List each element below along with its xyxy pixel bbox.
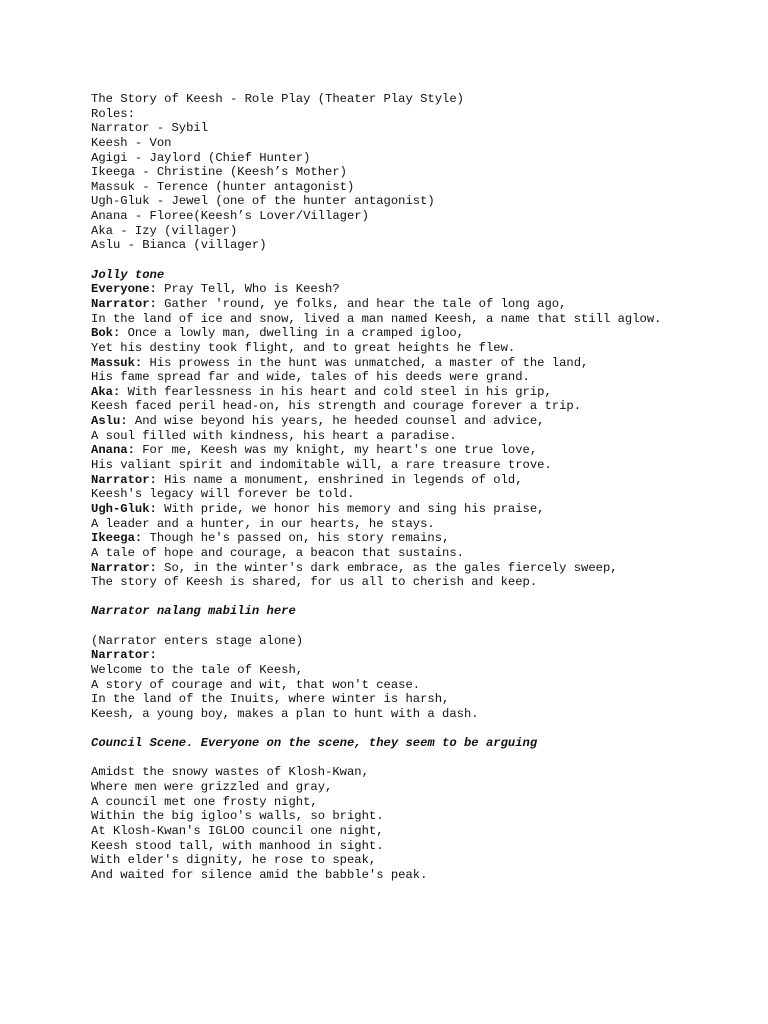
dialogue-line: [91, 575, 751, 590]
roles-heading: Roles:: [91, 106, 135, 121]
dialogue-text: For me, Keesh was my knight, my heart's one true love,: [134, 443, 538, 458]
dialogue-line: [91, 282, 751, 297]
dialogue-text: Keesh faced peril head-on, his strength and courage forever a trip.: [91, 399, 582, 414]
dialogue-text: Once a lowly man, dwelling in a cramped igloo,: [120, 326, 465, 341]
verse-line: Within the big igloo's walls, so bright.: [91, 809, 384, 824]
verse-line: Keesh, a young boy, makes a plan to hunt with a dash.: [91, 706, 479, 721]
stage-direction: Narrator nalang mabilin here: [91, 604, 296, 619]
role-item: Keesh - Von: [91, 135, 172, 150]
role-item: Agigi - Jaylord (Chief Hunter): [91, 150, 311, 165]
speaker-name: Anana:: [91, 443, 135, 458]
dialogue-text: Pray Tell, Who is Keesh?: [156, 282, 340, 297]
dialogue-text: A tale of hope and courage, a beacon that sustains.: [91, 545, 464, 560]
dialogue-text: Though he's passed on, his story remains,: [142, 531, 450, 546]
document-title: The Story of Keesh - Role Play (Theater Play Style): [91, 92, 464, 106]
verse-line: Where men were grizzled and gray,: [91, 780, 333, 795]
speaker-name: Massuk:: [91, 355, 143, 370]
dialogue-line: [91, 312, 751, 327]
verse-line: Amidst the snowy wastes of Klosh-Kwan,: [91, 765, 369, 780]
dialogue-text: A leader and a hunter, in our hearts, he stays.: [91, 516, 435, 531]
role-item: Massuk - Terence (hunter antagonist): [91, 179, 355, 194]
scene-jolly: [91, 268, 751, 590]
speaker-name: Bok:: [91, 326, 121, 341]
verse-line: And waited for silence amid the babble's peak.: [91, 867, 428, 882]
role-item: Narrator - Sybil: [91, 121, 209, 136]
dialogue-text: His prowess in the hunt was unmatched, a master of the land,: [142, 355, 589, 370]
roles-list: [91, 121, 751, 253]
stage-note: (Narrator enters stage alone): [91, 633, 304, 648]
verse-line: Keesh stood tall, with manhood in sight.: [91, 838, 384, 853]
speaker-name: Ikeega:: [91, 531, 143, 546]
dialogue-line: [91, 487, 751, 502]
dialogue-text: His fame spread far and wide, tales of his deeds were grand.: [91, 370, 530, 385]
verse-line: In the land of the Inuits, where winter is harsh,: [91, 692, 450, 707]
dialogue-line: [91, 370, 751, 385]
speaker-name: Everyone:: [91, 282, 157, 297]
dialogue-text: With pride, we honor his memory and sing his praise,: [156, 501, 545, 516]
dialogue-text: With fearlessness in his heart and cold steel in his grip,: [120, 384, 552, 399]
spacer: [91, 253, 751, 268]
verse-line: At Klosh-Kwan's IGLOO council one night,: [91, 824, 384, 839]
dialogue-line: [91, 517, 751, 532]
role-item: Aka - Izy (villager): [91, 223, 238, 238]
speaker-name: Aka:: [91, 384, 121, 399]
dialogue-line: [91, 341, 751, 356]
dialogue-line: [91, 443, 751, 458]
spacer: [91, 590, 751, 605]
dialogue-text: His name a monument, enshrined in legends of old,: [156, 472, 523, 487]
dialogue-text: His valiant spirit and indomitable will, a rare treasure trove.: [91, 458, 552, 473]
spacer: [91, 619, 751, 634]
spacer: [91, 751, 751, 766]
dialogue-line: [91, 473, 751, 488]
dialogue-block: [91, 282, 751, 589]
verse-line: A story of courage and wit, that won't cease.: [91, 677, 421, 692]
dialogue-text: So, in the winter's dark embrace, as the gales fiercely sweep,: [156, 560, 618, 575]
dialogue-text: Gather 'round, ye folks, and hear the tale of long ago,: [156, 296, 567, 311]
dialogue-line: [91, 546, 751, 561]
dialogue-line: [91, 326, 751, 341]
document-page: [91, 92, 751, 883]
verse-line: Welcome to the tale of Keesh,: [91, 662, 304, 677]
role-item: Aslu - Bianca (villager): [91, 238, 267, 253]
verse-line: A council met one frosty night,: [91, 794, 318, 809]
role-item: Ugh-Gluk - Jewel (one of the hunter antagonist): [91, 194, 435, 209]
dialogue-text: And wise beyond his years, he heeded counsel and advice,: [127, 414, 545, 429]
dialogue-line: [91, 561, 751, 576]
speaker-name: Narrator:: [91, 648, 157, 663]
speaker-name: Ugh-Gluk:: [91, 501, 157, 516]
speaker-name: Narrator:: [91, 296, 157, 311]
dialogue-line: [91, 356, 751, 371]
spacer: [91, 722, 751, 737]
role-item: Ikeega - Christine (Keesh’s Mother): [91, 165, 347, 180]
speaker-name: Narrator:: [91, 472, 157, 487]
dialogue-text: In the land of ice and snow, lived a man named Keesh, a name that still aglow.: [91, 311, 662, 326]
dialogue-text: The story of Keesh is shared, for us all to cherish and keep.: [91, 575, 538, 590]
stage-direction: Council Scene. Everyone on the scene, they seem to be arguing: [91, 736, 538, 751]
dialogue-text: Keesh's legacy will forever be told.: [91, 487, 355, 502]
dialogue-line: [91, 399, 751, 414]
dialogue-line: [91, 429, 751, 444]
scene-council: [91, 736, 751, 882]
dialogue-line: [91, 502, 751, 517]
stage-direction: Jolly tone: [91, 267, 165, 282]
dialogue-line: [91, 385, 751, 400]
verse-line: With elder's dignity, he rose to speak,: [91, 853, 377, 868]
speaker-name: Aslu:: [91, 414, 128, 429]
scene-narrator-alone: [91, 604, 751, 721]
dialogue-text: Yet his destiny took flight, and to great heights he flew.: [91, 340, 516, 355]
dialogue-line: [91, 531, 751, 546]
speaker-name: Narrator:: [91, 560, 157, 575]
dialogue-line: [91, 458, 751, 473]
dialogue-text: A soul filled with kindness, his heart a paradise.: [91, 428, 457, 443]
header-section: [91, 92, 751, 253]
dialogue-line: [91, 414, 751, 429]
role-item: Anana - Floree(Keesh’s Lover/Villager): [91, 209, 369, 224]
dialogue-line: [91, 297, 751, 312]
